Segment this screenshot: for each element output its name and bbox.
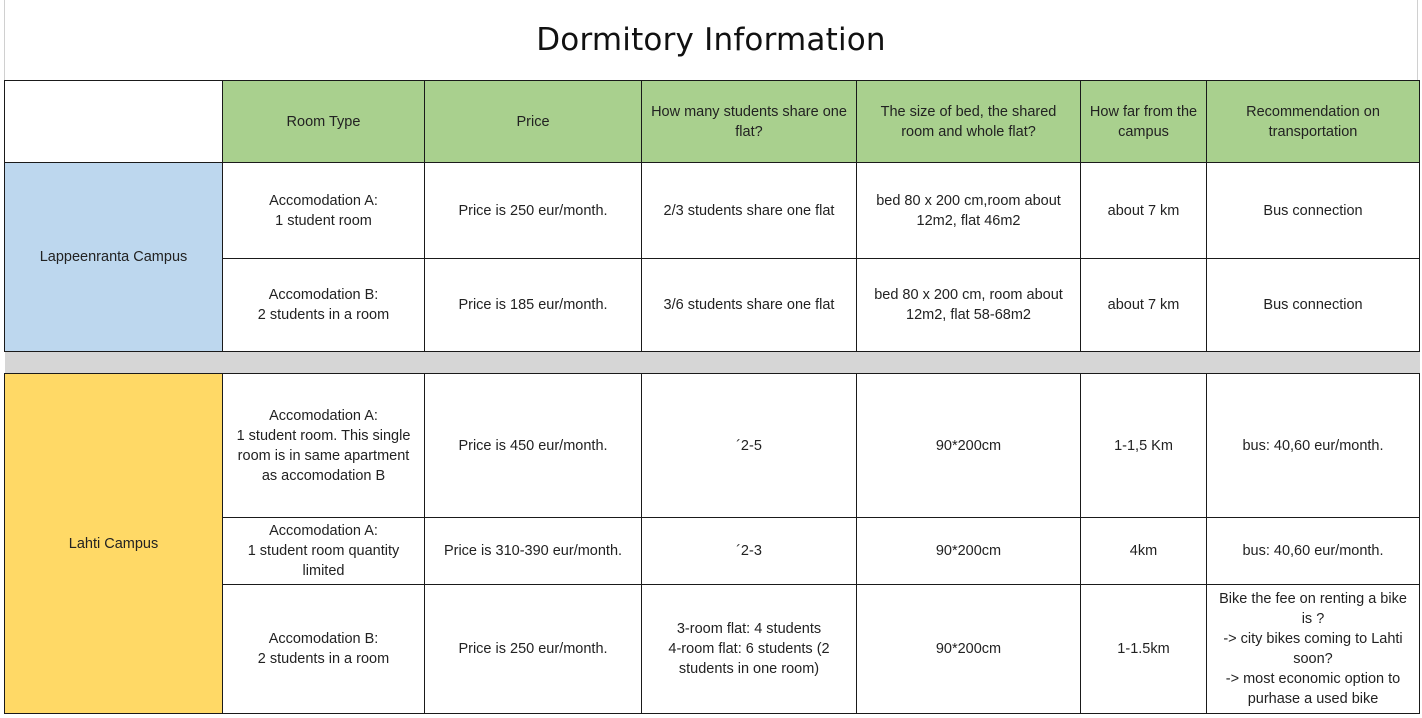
size-cell: 90*200cm [857,518,1081,585]
distance-cell: about 7 km [1081,163,1207,259]
header-share: How many students share one flat? [642,81,857,163]
header-size: The size of bed, the shared room and whole flat? [857,81,1081,163]
room-type-detail: 1 student room quantity limited [247,543,400,579]
section-separator [5,352,1420,374]
room-type-detail: 1 student room. This single room is in same apartment as accomodation B [236,427,411,484]
room-type-detail: 2 students in a room [257,307,390,323]
transport-cell: Bus connection [1207,259,1420,352]
room-type-cell [223,585,425,714]
distance-cell: 1-1,5 Km [1081,374,1207,518]
header-price: Price [425,81,642,163]
page-title: Dormitory Information [536,22,886,58]
room-type-cell [223,259,425,352]
size-cell: bed 80 x 200 cm, room about 12m2, flat 58-68m2 [857,259,1081,352]
distance-cell: 4km [1081,518,1207,585]
separator-bar [5,352,1420,374]
header-blank-cell [5,81,223,163]
room-type-title: Accomodation B: [268,631,379,647]
room-type-detail: 2 students in a room [257,651,390,667]
room-type-cell [223,163,425,259]
share-cell: 2/3 students share one flat [642,163,857,259]
campus-lappeenranta: Lappeenranta Campus [5,163,223,352]
header-distance: How far from the campus [1081,81,1207,163]
campus-lahti: Lahti Campus [5,374,223,714]
transport-cell: bus: 40,60 eur/month. [1207,518,1420,585]
transport-line: Bike the fee on renting a bike is ? [1219,591,1407,627]
dormitory-table [4,80,1420,714]
price-cell: Price is 250 eur/month. [425,585,642,714]
room-type-cell [223,518,425,585]
size-cell: 90*200cm [857,374,1081,518]
header-row [5,81,1420,163]
table-row [5,163,1420,259]
distance-cell: about 7 km [1081,259,1207,352]
header-transport: Recommendation on transportation [1207,81,1420,163]
share-cell [642,585,857,714]
distance-cell: 1-1.5km [1081,585,1207,714]
share-cell: ´2-3 [642,518,857,585]
transport-cell: bus: 40,60 eur/month. [1207,374,1420,518]
transport-line: -> city bikes coming to Lahti soon? [1223,631,1403,667]
room-type-cell [223,374,425,518]
room-type-title: Accomodation A: [269,192,378,209]
share-cell: ´2-5 [642,374,857,518]
room-type-title: Accomodation B: [268,287,379,303]
room-type-title: Accomodation A: [269,523,378,539]
size-cell: bed 80 x 200 cm,room about 12m2, flat 46m2 [857,163,1081,259]
share-line: 3-room flat: 4 students [676,621,822,637]
transport-line: -> most economic option to purhase a used bike [1225,671,1401,707]
table-row [5,374,1420,518]
price-cell: Price is 250 eur/month. [425,163,642,259]
price-cell: Price is 185 eur/month. [425,259,642,352]
header-room-type: Room Type [223,81,425,163]
share-cell: 3/6 students share one flat [642,259,857,352]
transport-cell [1207,585,1420,714]
price-cell: Price is 310-390 eur/month. [425,518,642,585]
room-type-title: Accomodation A: [269,407,378,424]
share-line: 4-room flat: 6 students (2 students in one room) [668,641,830,677]
price-cell: Price is 450 eur/month. [425,374,642,518]
size-cell: 90*200cm [857,585,1081,714]
room-type-detail: 1 student room [275,212,372,229]
transport-cell: Bus connection [1207,163,1420,259]
